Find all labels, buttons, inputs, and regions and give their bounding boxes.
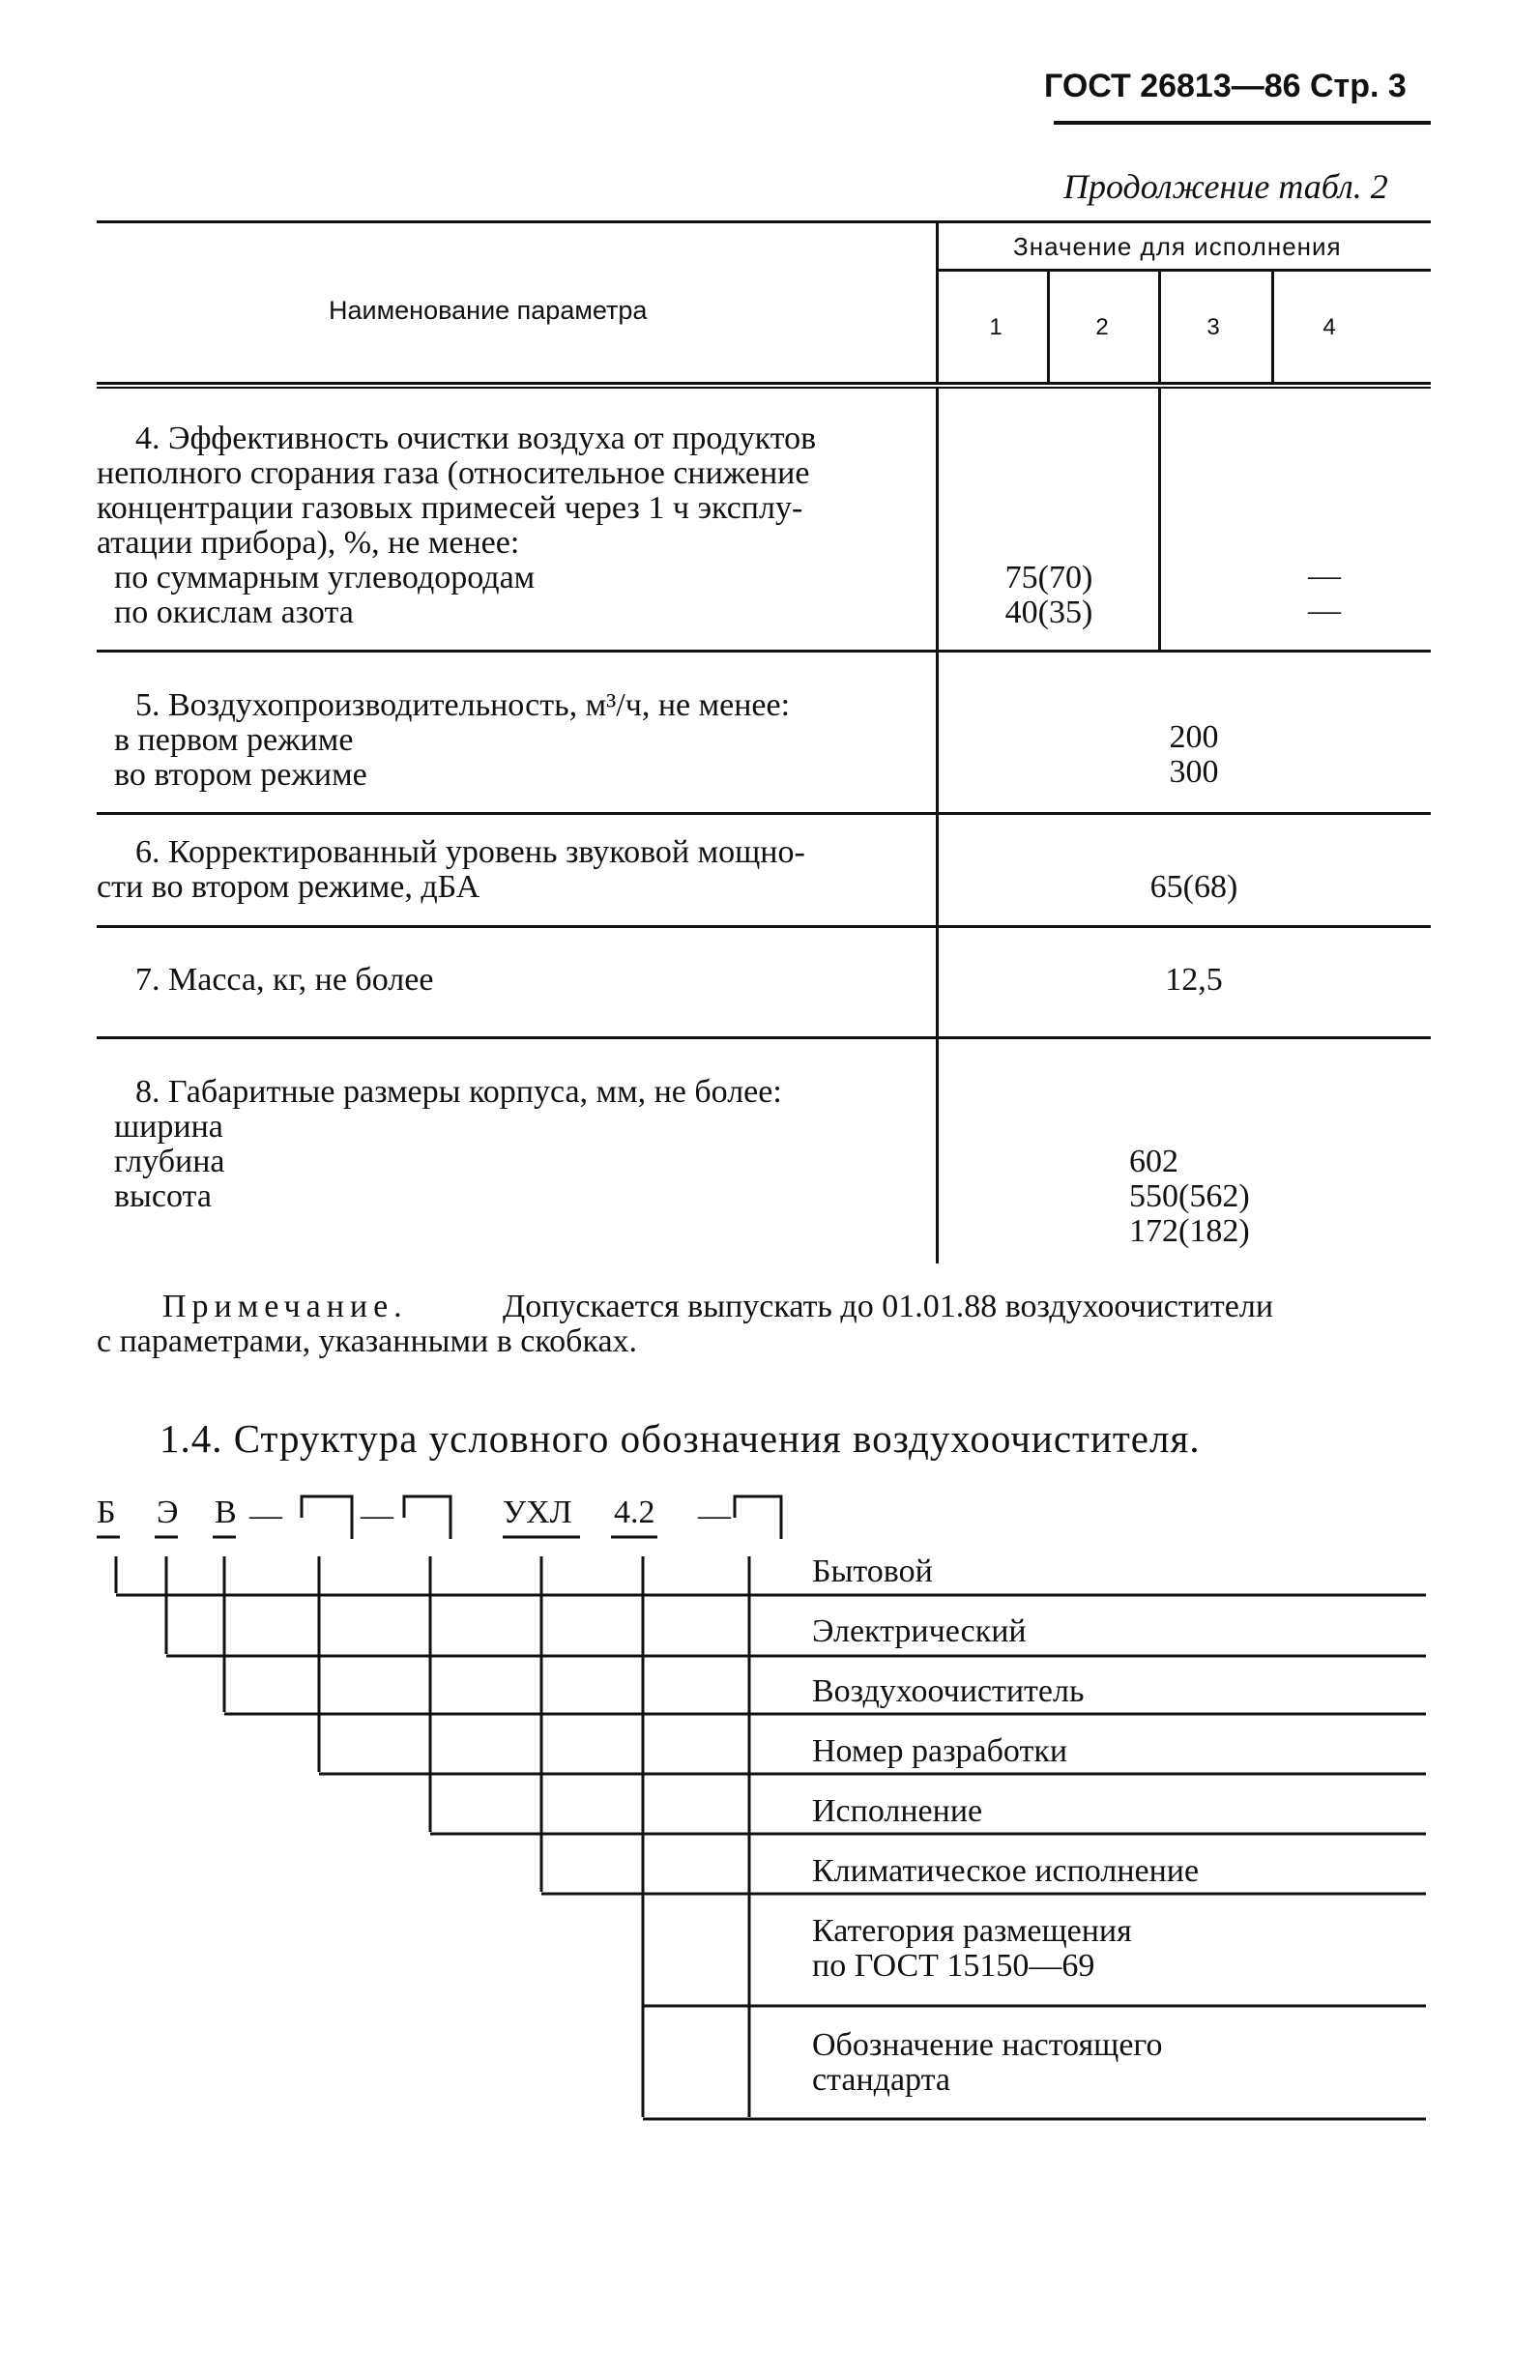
standard-box [735,1496,781,1539]
exec-col-4: 4 [1322,314,1336,340]
row5-value: 300 [1169,754,1219,790]
row8-line: высота [114,1178,212,1214]
row4-line: по суммарным углеводородам [114,560,536,595]
legend-version: Исполнение [812,1793,983,1829]
code-dash: — [361,1497,393,1533]
row4-value: 75(70) [1004,560,1093,595]
code-dash: — [698,1497,731,1533]
legend-development-number: Номер разработки [812,1733,1068,1769]
code-part-category: 4.2 [614,1495,655,1530]
legend-air-purifier: Воздухоочиститель [812,1673,1085,1709]
row4-line: 4. Эффективность очистки воздуха от продуктов [135,421,817,456]
code-dash: — [249,1497,282,1533]
row4-value: 40(35) [1004,595,1093,630]
exec-col-2: 2 [1095,314,1109,340]
development-number-box [302,1496,352,1539]
row4-line: атации прибора), %, не менее: [97,525,520,561]
row4-dash: — [1308,593,1341,628]
row4-dash: — [1308,558,1341,594]
legend-standard-designation-line2: стандарта [812,2062,950,2098]
row5-line: в первом режиме [114,722,354,758]
row7-line: 7. Масса, кг, не более [135,962,434,998]
legend-placement-category: Категория размещения [812,1913,1132,1949]
legend-electric: Электрический [812,1613,1027,1649]
page-header: ГОСТ 26813—86 Стр. 3 [1044,68,1407,104]
code-part-e: Э [157,1495,179,1530]
row6-line: 6. Корректированный уровень звуковой мощно- [135,834,805,870]
row8-line: глубина [114,1144,225,1179]
row7-value: 12,5 [1165,962,1223,998]
exec-col-1: 1 [989,314,1002,340]
row5-line: 5. Воздухопроизводительность, м³/ч, не менее: [135,687,791,723]
code-part-b: Б [97,1495,116,1530]
legend-climate-version: Климатическое исполнение [812,1853,1200,1889]
legend-domestic: Бытовой [812,1553,933,1589]
row5-line: во втором режиме [114,757,367,793]
row8-line: ширина [114,1109,223,1145]
note-line-1: Допускается выпускать до 01.01.88 воздухоочистители [503,1289,1274,1324]
code-part-v: В [215,1495,237,1530]
row8-value: 172(182) [1129,1213,1250,1249]
legend-placement-category-line2: по ГОСТ 15150—69 [812,1948,1095,1984]
param-column-header: Наименование параметра [329,296,648,325]
row4-line: по окислам азота [114,595,354,630]
row8-value: 550(562) [1129,1178,1250,1214]
note-line-2: с параметрами, указанными в скобках. [97,1323,638,1359]
table-continuation-caption: Продолжение табл. 2 [1063,167,1388,206]
value-column-header: Значение для исполнения [1013,232,1342,261]
row6-value: 65(68) [1149,869,1238,905]
note-label: Примечание. [162,1289,408,1324]
row4-line: концентрации газовых примесей через 1 ч эксплу- [97,490,803,526]
row8-line: 8. Габаритные размеры корпуса, мм, не более: [135,1074,782,1110]
row5-value: 200 [1169,719,1219,755]
version-box [404,1496,450,1539]
section-heading: 1.4. Структура условного обозначения воздухоочистителя. [160,1416,1201,1461]
row4-line: неполного сгорания газа (относительное снижение [97,455,810,491]
row8-value: 602 [1129,1144,1178,1179]
row6-line: сти во втором режиме, дБА [97,869,480,905]
exec-col-3: 3 [1206,314,1220,340]
code-part-climate: УХЛ [503,1495,572,1530]
legend-standard-designation: Обозначение настоящего [812,2027,1163,2063]
